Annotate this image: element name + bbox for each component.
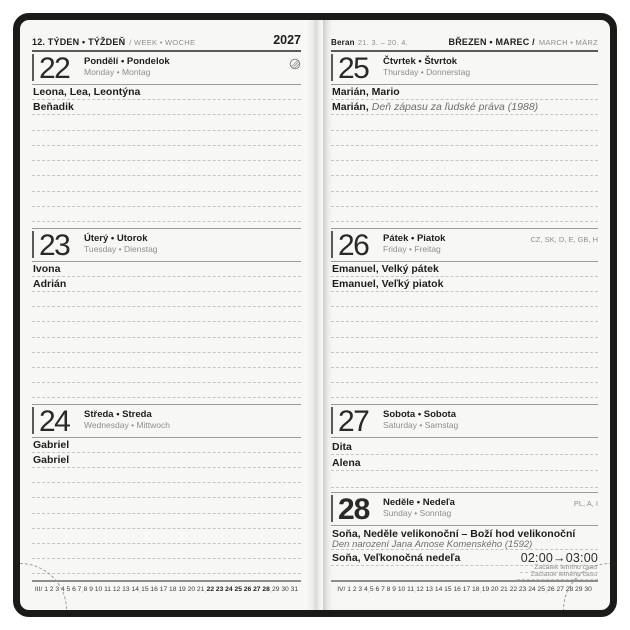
week-label-intl: / WEEK • WOCHE: [129, 38, 196, 47]
strip-month-prefix: III/: [34, 586, 45, 593]
ruled-line: [32, 544, 301, 559]
day-name: Pátek • Piatok: [383, 233, 446, 244]
strip-days: ˌ29 30 31: [269, 586, 299, 593]
day-name: Neděle • Nedeľa: [383, 497, 455, 508]
ruled-line: [331, 176, 598, 191]
ruled-line: [331, 161, 598, 176]
day-name-intl: Thursday • Donnerstag: [383, 67, 471, 77]
name-day-entry: Gabriel: [32, 453, 301, 468]
holiday-entry: Emanuel, Velký pátek: [331, 262, 598, 277]
month-calendar-strip-april: [331, 580, 598, 610]
ruled-line: [32, 192, 301, 207]
day-block-26: [331, 228, 598, 404]
day-number: 25: [338, 52, 369, 85]
ruled-line: [32, 383, 301, 398]
ruled-line: [32, 292, 301, 307]
ruled-line: [32, 131, 301, 146]
name-day-entry: Marián, Mario: [331, 85, 598, 100]
year-label: 2027: [273, 33, 301, 47]
page-left: [20, 20, 307, 610]
day-name: Středa • Streda: [84, 409, 152, 420]
strip-days: 1 2 3 4 5 6 7ˌ8 9 10 11 12 13 14ˌ15 16 17 18 19 20 21ˌ: [44, 586, 207, 593]
ruled-line: [331, 207, 598, 222]
day-head-22: [32, 52, 301, 85]
name-day-entry: Adrián: [32, 277, 301, 292]
day-number: 24: [39, 405, 70, 438]
ruled-line: [32, 529, 301, 544]
ruled-line: [32, 207, 301, 222]
strip-month-prefix: IV/: [337, 586, 348, 593]
ruled-line: [331, 322, 598, 337]
holiday-country-note: PL, A, I: [573, 499, 598, 508]
week-label: 12. TÝDEN • TÝŽDEŇ: [32, 37, 126, 47]
day-name-intl: Sunday • Sonntag: [383, 508, 452, 518]
day-head-24: [32, 405, 301, 438]
ruled-line: [32, 161, 301, 176]
name-day-entry: Beňadik: [32, 100, 301, 115]
day-name: Pondělí • Pondelok: [84, 56, 170, 67]
name-day-entry: Ivona: [32, 262, 301, 277]
ruled-line: [32, 322, 301, 337]
ruled-line: [331, 383, 598, 398]
name-day-entry: Leona, Lea, Leontýna: [32, 85, 301, 100]
name-day-entry: Dita: [331, 438, 598, 455]
ruled-line: [32, 353, 301, 368]
day-number: 27: [338, 405, 369, 438]
ruled-line: [331, 338, 598, 353]
day-name: Čtvrtek • Štvrtok: [383, 56, 458, 67]
day-number: 22: [39, 52, 70, 85]
time-change-note-sk: Začiatok letného času: [517, 571, 598, 580]
ruled-line: [331, 192, 598, 207]
day-block-22: [32, 52, 301, 228]
ruled-line: [32, 514, 301, 529]
day-block-28: [331, 492, 598, 580]
ruled-line: [32, 368, 301, 383]
ruled-line: [32, 176, 301, 191]
observance-text: Deň zápasu za ľudské práva (1988): [371, 101, 539, 114]
ruled-line: [331, 131, 598, 146]
day-name: Úterý • Utorok: [84, 233, 148, 244]
ruled-line: [32, 483, 301, 498]
name-day-entry: Marián,: [332, 101, 369, 114]
ruled-line: [32, 146, 301, 161]
diary-spread: [13, 13, 617, 617]
page-right: [323, 20, 610, 610]
day-block-23: [32, 228, 301, 404]
ruled-line: [32, 115, 301, 130]
time-change-value: 02:00→03:00: [520, 551, 598, 565]
day-name-intl: Tuesday • Dienstag: [84, 244, 158, 254]
ruled-line: [331, 353, 598, 368]
day-name: Sobota • Sobota: [383, 409, 456, 420]
name-day-entry: Gabriel: [32, 438, 301, 453]
month-header: [331, 20, 598, 52]
time-change-note-row: [331, 573, 598, 580]
zodiac-dates: 21. 3. – 20. 4.: [357, 38, 409, 47]
zodiac-label: Beran: [331, 38, 355, 47]
day-block-27: [331, 404, 598, 492]
day-number: 28: [338, 493, 370, 526]
holiday-entry: Soňa, Veľkonočná nedeľa: [332, 552, 461, 564]
moon-phase-icon: [289, 52, 301, 84]
page-gutter: [307, 20, 323, 610]
day-name-intl: Monday • Montag: [84, 67, 151, 77]
ruled-line: [331, 292, 598, 307]
week-header: [32, 20, 301, 52]
ruled-line: [32, 307, 301, 322]
holiday-country-note: CZ, SK, D, E, GB, H: [530, 235, 598, 244]
ruled-line: [32, 338, 301, 353]
ruled-line: [32, 559, 301, 574]
ruled-line: [331, 115, 598, 130]
ruled-line: [331, 368, 598, 383]
strip-current-week: 22 23 24 25 26 27 28: [206, 586, 270, 593]
day-block-25: [331, 52, 598, 228]
strip-days: 1 2 3 4ˌ5 6 7 8 9 10 11ˌ12 13 14 15 16 17 18ˌ19 20 21 22 23 24 25ˌ26 27 28 29 30: [347, 586, 592, 593]
holiday-entry: Soňa, Neděle velikonoční – Boží hod velikonoční: [332, 527, 576, 540]
day-head-27: [331, 405, 598, 438]
name-day-entry: Alena: [331, 455, 598, 472]
ruled-line: [331, 146, 598, 161]
ruled-line: [331, 471, 598, 488]
day-head-23: [32, 229, 301, 262]
day-head-25: [331, 52, 598, 85]
ruled-line: [32, 498, 301, 513]
observance-entry: [331, 100, 598, 115]
day-block-24: [32, 404, 301, 580]
month-label: BŘEZEN • MAREC /: [448, 37, 535, 47]
day-name-intl: Wednesday • Mittwoch: [84, 420, 170, 430]
holiday-entry-easter: [331, 526, 598, 551]
ruled-line: [331, 307, 598, 322]
day-number: 23: [39, 229, 70, 262]
day-head-28: [331, 493, 598, 526]
holiday-entry: Emanuel, Veľký piatok: [331, 277, 598, 292]
month-label-intl: MARCH • MÄRZ: [538, 38, 598, 47]
observance-text: Den narození Jana Amose Komenského (1592): [332, 538, 533, 550]
ruled-line: [32, 468, 301, 483]
time-change-note-cs: Začátek letního času: [520, 564, 598, 573]
month-calendar-strip-march: [32, 580, 301, 610]
day-name-intl: Saturday • Samstag: [383, 420, 459, 430]
day-head-26: [331, 229, 598, 262]
day-number: 26: [338, 229, 369, 262]
day-name-intl: Friday • Freitag: [383, 244, 441, 254]
